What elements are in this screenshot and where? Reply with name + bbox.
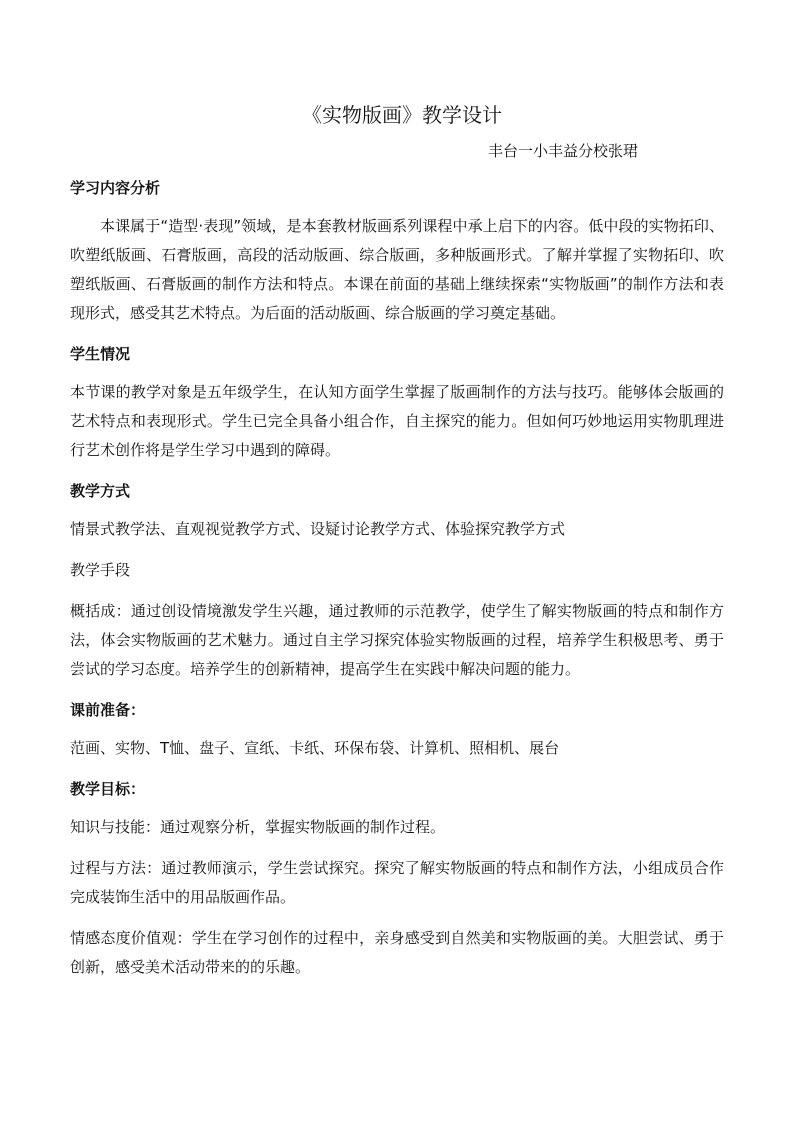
- section-heading-teaching-goals: 教学目标：: [70, 780, 146, 798]
- paragraph-teaching-methods-list: 情景式教学法、直观视觉教学方式、设疑讨论教学方式、体验探究教学方式: [70, 520, 566, 538]
- paragraph-goal-emotion: 情感态度价值观：学生在学习创作的过程中，亲身感受到自然美和实物版画的美。大胆尝试、勇于创新，感受美术活动带来的的乐趣。: [70, 929, 724, 976]
- paragraph-goal-knowledge: 知识与技能：通过观察分析，掌握实物版画的制作过程。: [70, 818, 446, 836]
- paragraph-teaching-summary: 概括成：通过创设情境激发学生兴趣，通过教师的示范教学，使学生了解实物版画的特点和制作方法，体会实物版画的艺术魅力。通过自主学习探究体验实物版画的过程，培养学生积极思考、勇于尝试的学习态度。培养学生的创新精神，提高学生在实践中解决问题的能力。: [70, 602, 724, 678]
- paragraph-preparation-materials: 范画、实物、T恤、盘子、宣纸、卡纸、环保布袋、计算机、照相机、展台: [70, 739, 560, 757]
- paragraph-goal-process: 过程与方法：通过教师演示，学生尝试探究。探究了解实物版画的特点和制作方法，小组成员合作完成装饰生活中的用品版画作品。: [70, 859, 724, 906]
- paragraph-content-analysis: 本课属于“造型·表现”领域，是本套教材版画系列课程中承上启下的内容。低中段的实物拓印、吹塑纸版画、石膏版画，高段的活动版画、综合版画，多种版画形式。了解并掌握了实物拓印、吹塑纸版画、石膏版画的制作方法和特点。本课在前面的基础上继续探索“实物版画”的制作方法和表现形式，感受其艺术特点。为后面的活动版画、综合版画的学习奠定基础。: [70, 217, 724, 322]
- paragraph-student-situation: 本节课的教学对象是五年级学生，在认知方面学生掌握了版画制作的方法与技巧。能够体会版画的艺术特点和表现形式。学生已完全具备小组合作，自主探究的能力。但如何巧妙地运用实物肌理进行艺术创作将是学生学习中遇到的障碍。: [70, 383, 724, 459]
- section-heading-content-analysis: 学习内容分析: [70, 179, 161, 197]
- section-heading-preparation: 课前准备：: [70, 701, 146, 719]
- paragraph-teaching-means-label: 教学手段: [70, 561, 131, 579]
- document-title: 《实物版画》教学设计: [302, 103, 502, 127]
- section-heading-student-situation: 学生情况: [70, 345, 131, 363]
- section-heading-teaching-method: 教学方式: [70, 482, 131, 500]
- document-author: 丰台一小丰益分校张珺: [487, 142, 638, 160]
